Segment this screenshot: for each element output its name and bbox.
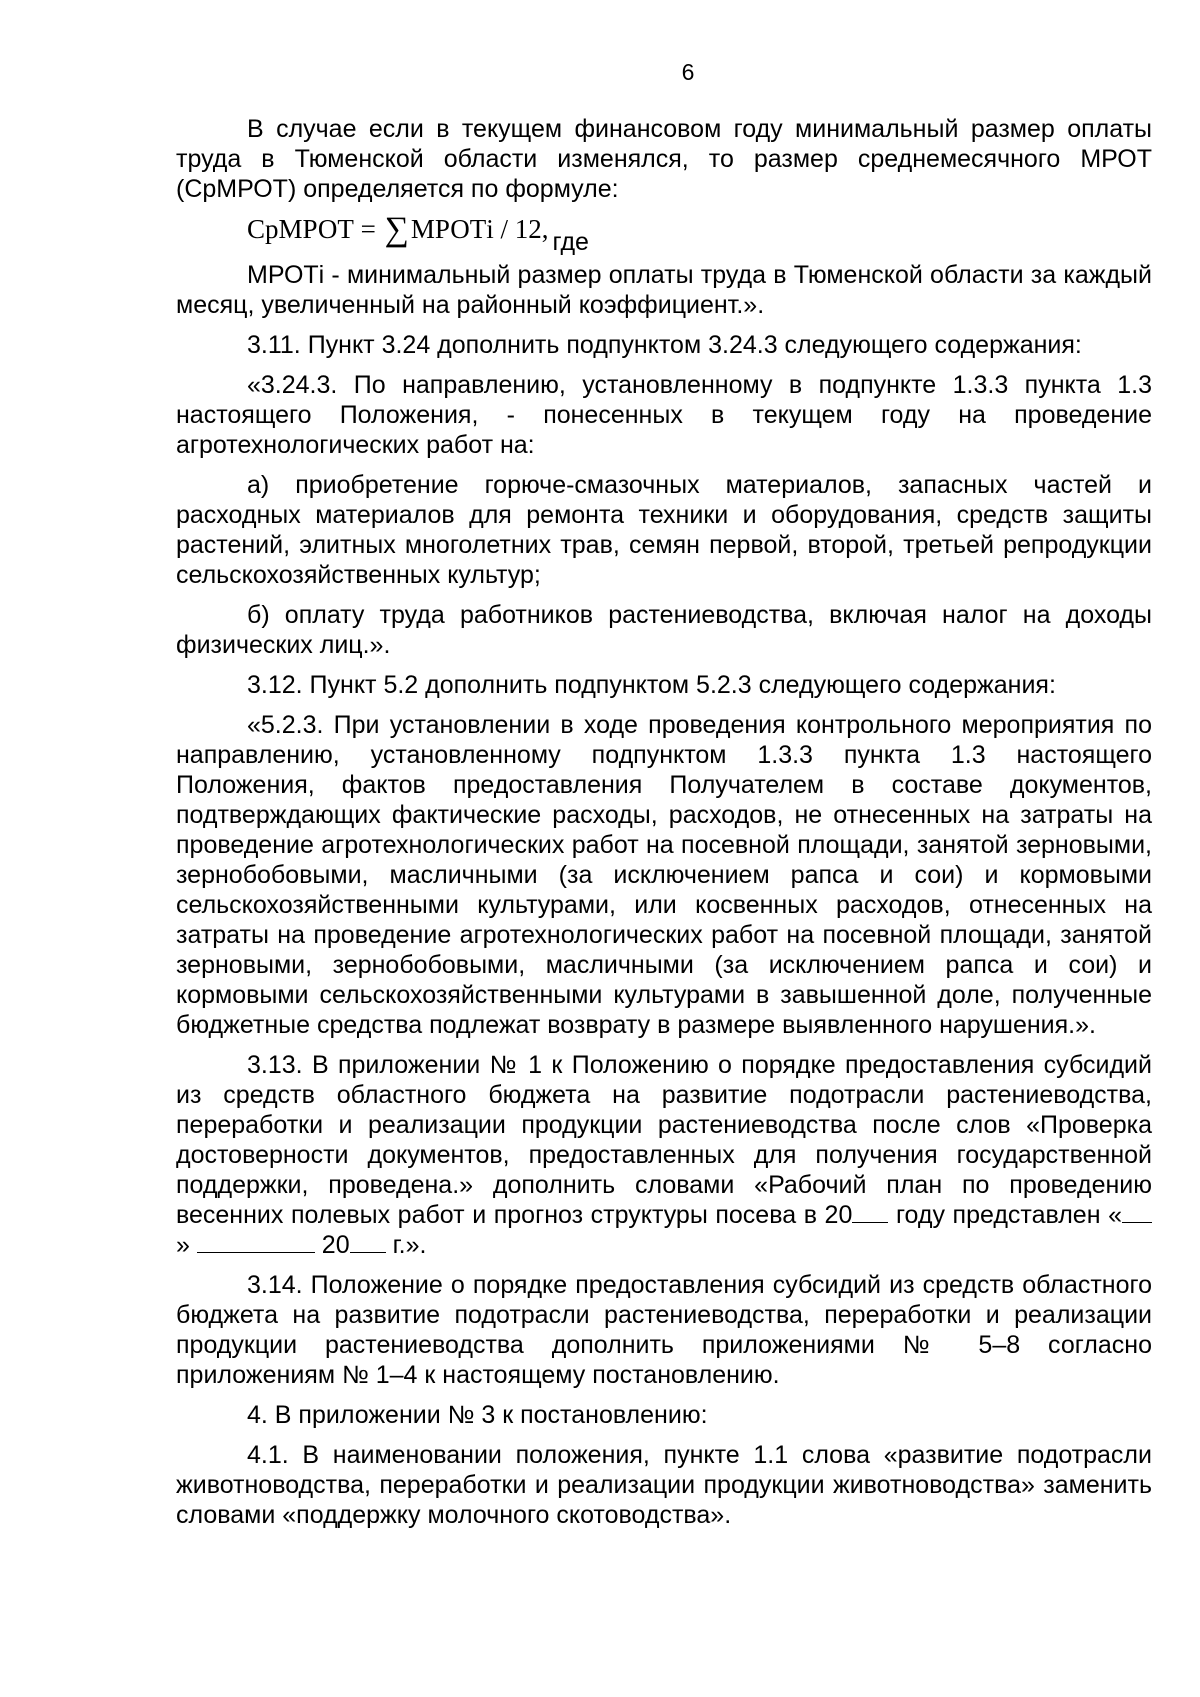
page-number: 6 <box>681 59 695 85</box>
blank-year-2 <box>350 1230 386 1253</box>
paragraph-item-a: а) приобретение горюче-смазочных материалов, запасных частей и расходных материалов для ремонта техники и оборудования, средств защиты растений, элитных многолетних трав, семян первой, второй, третьей репродукции сельскохозяйственных культур; <box>176 471 1152 589</box>
paragraph-item-b: б) оплату труда работников растениеводства, включая налог на доходы физических лиц.». <box>176 601 1152 659</box>
paragraph-3-13-text-5: г.». <box>385 1231 427 1259</box>
paragraph-3-13-text: 3.13. В приложении № 1 к Положению о порядке предоставления субсидий из средств областного бюджета на развитие подотрасли растениеводства, переработки и реализации продукции растениеводства после слов «Проверка достоверности документов, предоставленных для получения государственной поддержки, проведена.» дополнить словами «Рабочий план по проведению весенних полевых работ и прогноз структуры посева в 20 <box>176 1051 1152 1229</box>
paragraph-4: 4. В приложении № 3 к постановлению: <box>247 1401 708 1429</box>
paragraph-mroti-definition: МРОТi - минимальный размер оплаты труда в Тюменской области за каждый месяц, увеличенный на районный коэффициент.». <box>176 261 1152 319</box>
paragraph-3-13-text-2: году представлен « <box>888 1201 1122 1229</box>
paragraph-3-13 <box>176 1050 1152 1260</box>
blank-day <box>1122 1200 1152 1223</box>
paragraph-5-2-3: «5.2.3. При установлении в ходе проведения контрольного мероприятия по направлению, установленному подпунктом 1.3.3 пункта 1.3 настоящего Положения, фактов предоставления Получателем в составе документов, подтверждающих фактические расходы, расходов, не отнесенных на затраты на проведение агротехнологических работ на посевной площади, занятой зерновыми, зернобобовыми, масличными (за исключением рапса и сои) и кормовыми сельскохозяйственными культурами, или косвенных расходов, отнесенных на затраты на проведение агротехнологических работ на посевной площади, занятой зерновыми, зернобобовыми, масличными (за исключением рапса и сои) и кормовыми сельскохозяйственными культурами в завышенной доле, полученные бюджетные средства подлежат возврату в размере выявленного нарушения.». <box>176 711 1152 1039</box>
formula-left: СрМРОТ = <box>247 214 383 244</box>
blank-year <box>852 1200 888 1223</box>
formula-right: МРОТi / 12, <box>410 214 549 244</box>
formula-where: где <box>552 228 589 256</box>
document-body <box>176 114 1152 1530</box>
sigma-icon: ∑ <box>384 211 409 248</box>
paragraph-3-14: 3.14. Положение о порядке предоставления субсидий из средств областного бюджета на развитие подотрасли растениеводства, переработки и реализации продукции растениеводства дополнить приложениями № 5–8 согласно приложениям № 1–4 к настоящему постановлению. <box>176 1271 1152 1389</box>
paragraph-4-1: 4.1. В наименовании положения, пункте 1.1 слова «развитие подотрасли животноводства, переработки и реализации продукции животноводства» заменить словами «поддержку молочного скотоводства». <box>176 1441 1152 1529</box>
paragraph-3-11: 3.11. Пункт 3.24 дополнить подпунктом 3.24.3 следующего содержания: <box>247 331 1082 359</box>
formula-expression <box>247 208 548 249</box>
paragraph-3-24-3: «3.24.3. По направлению, установленному в подпункте 1.3.3 пункта 1.3 настоящего Положения, - понесенных в текущем году на проведение агротехнологических работ на: <box>176 371 1152 459</box>
paragraph-3-13-text-4: 20 <box>314 1231 350 1259</box>
paragraph-mrot-condition: В случае если в текущем финансовом году минимальный размер оплаты труда в Тюменской области изменялся, то размер среднемесячного МРОТ (СрМРОТ) определяется по формуле: <box>176 115 1152 203</box>
blank-month <box>197 1230 315 1253</box>
paragraph-3-12: 3.12. Пункт 5.2 дополнить подпунктом 5.2.3 следующего содержания: <box>247 671 1056 699</box>
paragraph-3-13-text-3: » <box>176 1231 197 1259</box>
formula-average-mrot <box>247 208 1152 260</box>
